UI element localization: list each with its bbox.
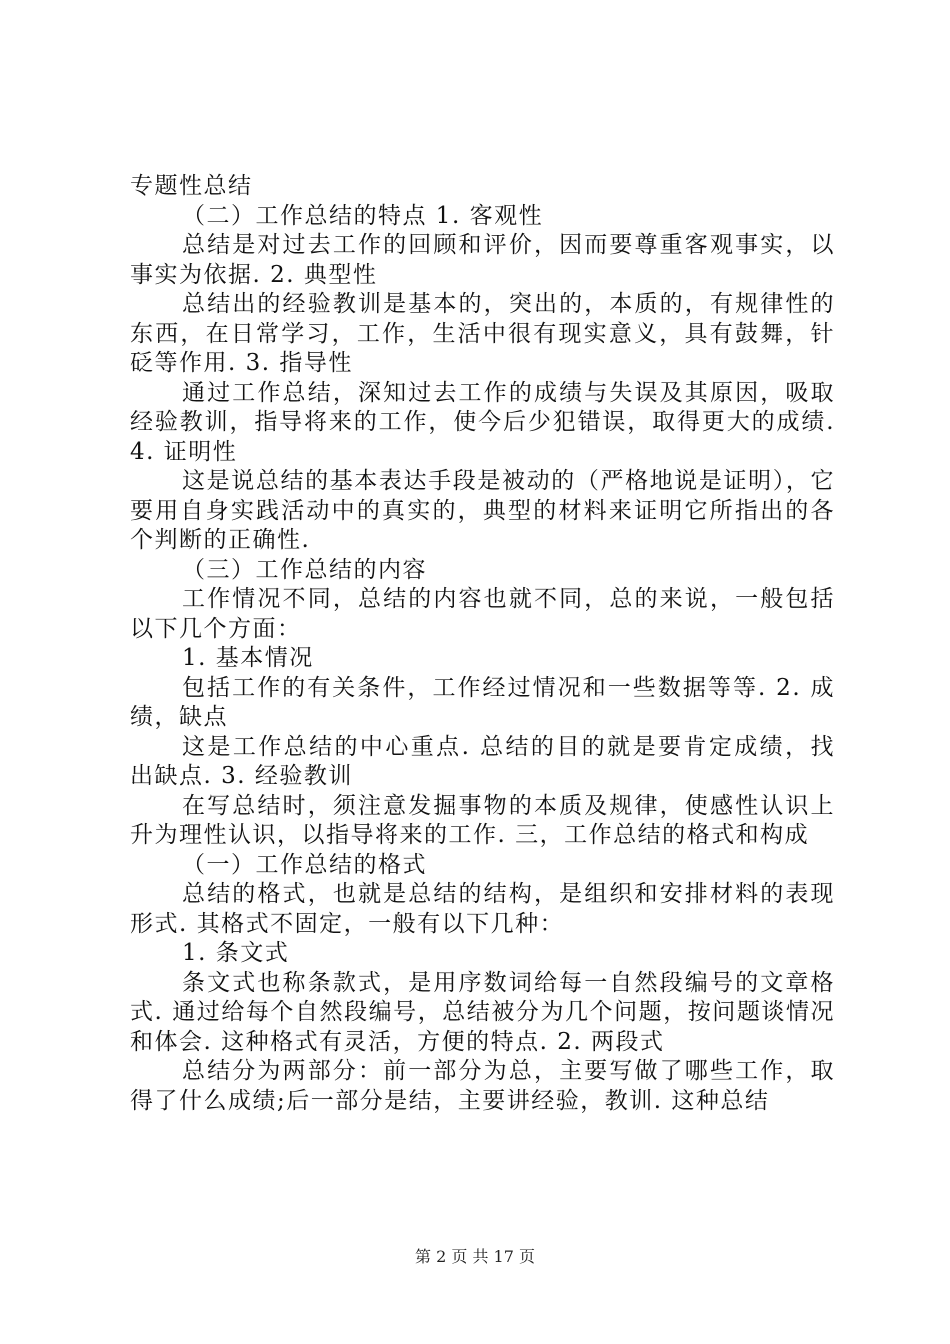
paragraph: 工作情况不同，总结的内容也就不同，总的来说，一般包括以下几个方面：: [130, 586, 835, 642]
page-footer: 第 2 页 共 17 页: [415, 1247, 535, 1266]
paragraph: 总结是对过去工作的回顾和评价，因而要尊重客观事实，以事实为依据. 2. 典型性: [130, 232, 835, 288]
document-body: [130, 172, 835, 1116]
paragraph: （二）工作总结的特点 1. 客观性: [182, 202, 544, 229]
paragraph: 这是说总结的基本表达手段是被动的（严格地说是证明），它要用自身实践活动中的真实的，典型的材料来证明它所指出的各个判断的正确性.: [130, 468, 835, 553]
paragraph: 总结出的经验教训是基本的，突出的，本质的，有规律性的东西，在日常学习，工作，生活中很有现实意义，具有鼓舞，针砭等作用. 3. 指导性: [130, 291, 835, 376]
paragraph: （一）工作总结的格式: [182, 851, 427, 878]
paragraph: 专题性总结: [130, 173, 253, 199]
paragraph: 总结分为两部分：前一部分为总，主要写做了哪些工作，取得了什么成绩;后一部分是结，主要讲经验，教训. 这种总结: [130, 1058, 835, 1114]
paragraph: （三）工作总结的内容: [182, 556, 427, 583]
paragraph: 总结的格式，也就是总结的结构，是组织和安排材料的表现形式. 其格式不固定，一般有以下几种：: [130, 881, 835, 937]
paragraph: 在写总结时，须注意发掘事物的本质及规律，使感性认识上升为理性认识，以指导将来的工作. 三，工作总结的格式和构成: [130, 792, 835, 848]
paragraph: 条文式也称条款式，是用序数词给每一自然段编号的文章格式. 通过给每个自然段编号，总结被分为几个问题，按问题谈情况和体会. 这种格式有灵活，方便的特点. 2. 两段式: [130, 969, 835, 1055]
paragraph: 包括工作的有关条件，工作经过情况和一些数据等等. 2. 成绩，缺点: [130, 674, 835, 730]
paragraph: 1. 条文式: [182, 940, 290, 966]
paragraph: 通过工作总结，深知过去工作的成绩与失误及其原因，吸取经验教训，指导将来的工作，使今后少犯错误，取得更大的成绩. 4. 证明性: [130, 379, 835, 465]
paragraph: 1. 基本情况: [182, 645, 314, 671]
paragraph: 这是工作总结的中心重点. 总结的目的就是要肯定成绩，找出缺点. 3. 经验教训: [130, 733, 835, 789]
